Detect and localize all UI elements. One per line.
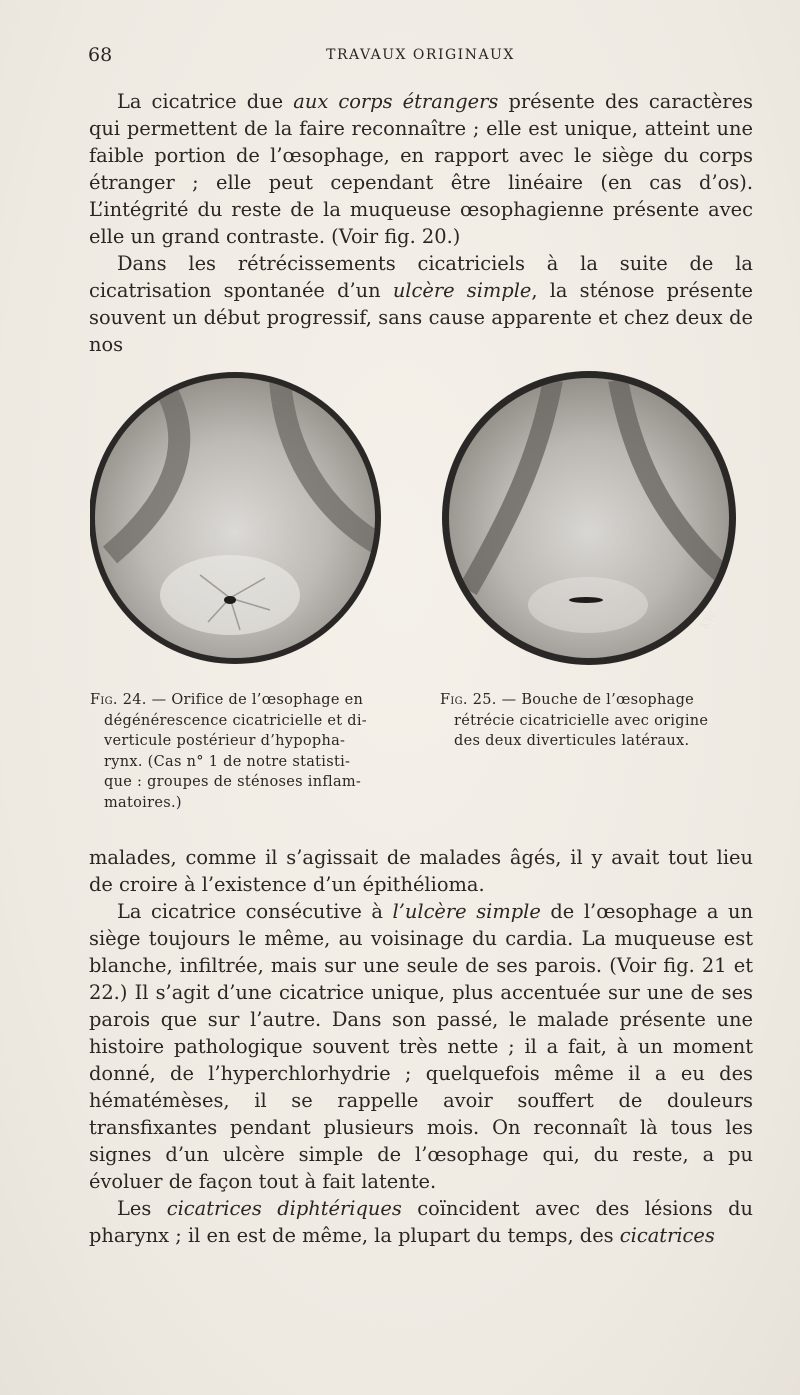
text-block-top <box>89 88 753 358</box>
paragraph-simple-ulcer-scar: La cicatrice consécutive à l’ulcère simple de l’œsophage a un siège toujours le même, au voisinage du cardia. La muqueuse est blanche, infiltrée, mais sur une seule de ses parois. (Voir fig. 21 et 22.) Il s’agit d’une cicatrice unique, plus accentuée sur une de ses parois que sur l’autre. Dans son passé, le malade présente une histoire pathologique souvent très nette ; il a fait, à un moment donné, de l’hyperchlorhydrie ; quelquefois même il a eu des hématémèses, il se rappelle avoir souffert de douleurs transfixantes pendant plusieurs mois. On reconnaît là tous les signes d’un ulcère simple de l’œsophage qui, du reste, a pu évoluer de façon tout à fait latente. <box>89 900 753 1193</box>
figure-24-label: Fig. 24. <box>90 692 147 708</box>
figure-25-endoscopic-view <box>438 360 754 678</box>
artist-signature: KW <box>697 608 720 632</box>
paragraph-foreign-bodies: La cicatrice due aux corps étrangers présente des caractères qui permettent de la faire reconnaître ; elle est unique, atteint une faible portion de l’œsophage, en rapport avec le siège du corps étranger ; elle peut cependant être linéaire (en cas d’os). L’intégrité du reste de la muqueuse œsophagienne présente avec elle un grand contraste. (Voir fig. 20.) <box>89 90 753 248</box>
paragraph-diphtheric-scars: Les cicatrices diphtériques coïncident avec des lésions du pharynx ; il en est de même, la plupart du temps, des cicatrices <box>89 1197 754 1247</box>
paragraph-simple-ulcer-stenosis: Dans les rétrécissements cicatriciels à la suite de la cicatrisation spontanée d’un ulcère simple, la sténose présente souvent un début progressif, sans cause apparente et chez deux de nos <box>89 252 753 356</box>
running-title: TRAVAUX ORIGINAUX <box>326 47 515 63</box>
figure-25-caption: Fig. 25. — Bouche de l’œsophage rétrécie cicatricielle avec origine des deux diverticules latéraux. <box>440 692 709 749</box>
page-number: 68 <box>88 44 113 66</box>
running-header <box>88 44 753 72</box>
paragraph-continuation: malades, comme il s’agissait de malades âgés, il y avait tout lieu de croire à l’existence d’un épithélioma. <box>89 846 753 896</box>
figure-24-caption: Fig. 24. — Orifice de l’œsophage en dégénérescence cicatricielle et di- verticule postérieur d’hypopha- rynx. (Cas n° 1 de notre statisti- que : groupes de sténoses inflam- matoires.) <box>90 692 368 811</box>
figure-24-endoscopic-view <box>90 360 382 678</box>
figure-25-label: Fig. 25. <box>440 692 497 708</box>
text-block-bottom <box>89 844 753 1249</box>
